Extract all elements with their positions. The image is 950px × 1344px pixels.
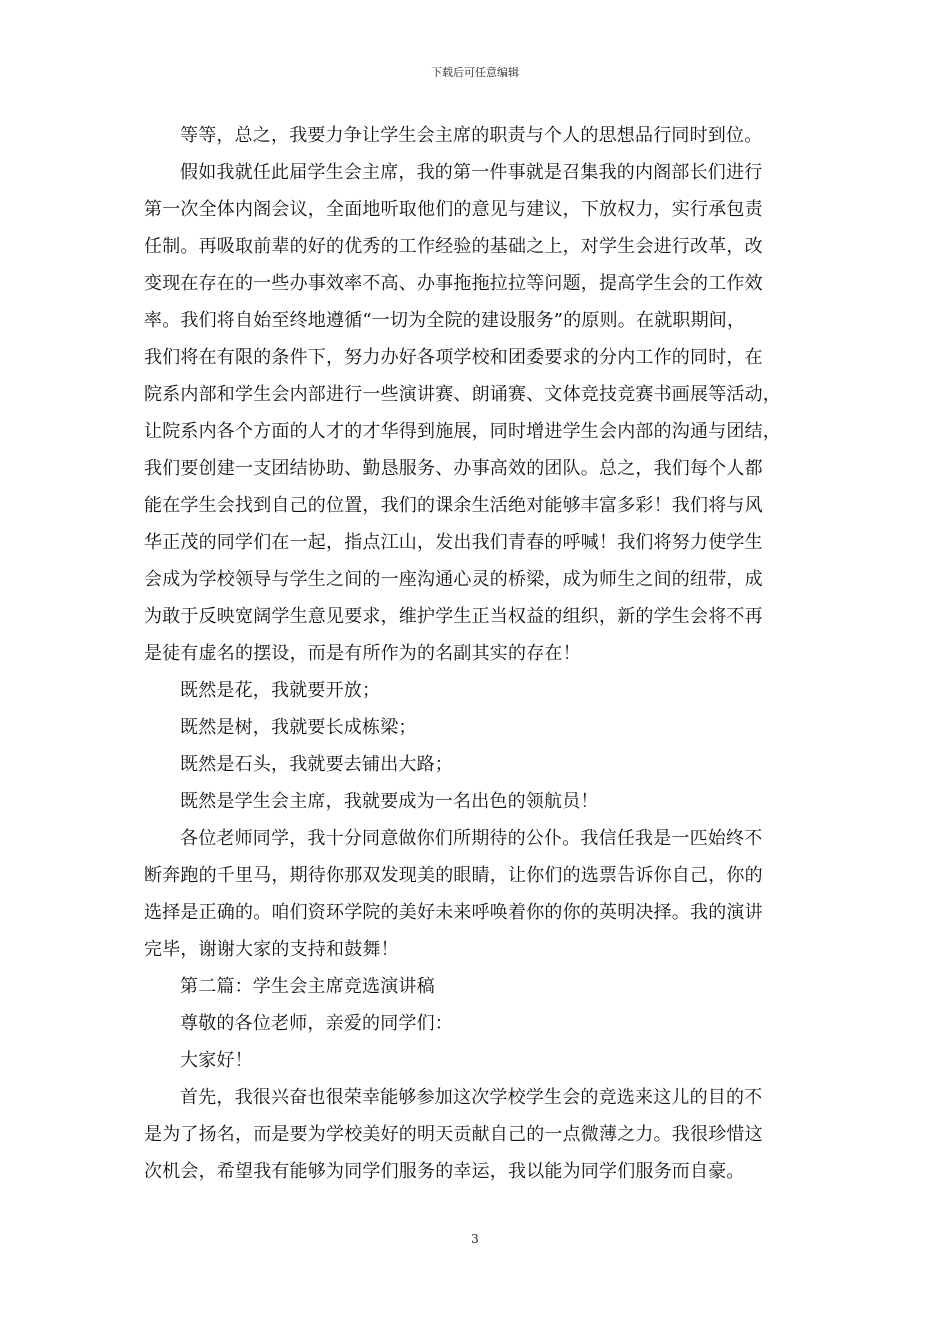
text-line: 假如我就任此届学生会主席，我的第一件事就是召集我的内阁部长们进行	[180, 162, 763, 183]
text-line: 任制。再吸取前辈的好的优秀的工作经验的基础之上，对学生会进行改革，改	[144, 236, 763, 257]
paragraph	[144, 672, 812, 709]
text-line: 大家好！	[180, 1050, 253, 1071]
text-line: 院系内部和学生会内部进行一些演讲赛、朗诵赛、文体竞技竞赛书画展等活动，	[144, 384, 781, 405]
text-line: 首先，我很兴奋也很荣幸能够参加这次学校学生会的竞选来这儿的目的不	[180, 1087, 763, 1108]
text-line: 既然是石头，我就要去铺出大路；	[180, 754, 453, 775]
text-line: 是为了扬名，而是要为学校美好的明天贡献自己的一点微薄之力。我很珍惜这	[144, 1124, 763, 1145]
text-line: 是徒有虚名的摆设，而是有所作为的名副其实的存在！	[144, 643, 581, 664]
text-line: 各位老师同学，我十分同意做你们所期待的公仆。我信任我是一匹始终不	[180, 828, 763, 849]
text-line: 等等，总之，我要力争让学生会主席的职责与个人的思想品行同时到位。	[180, 125, 763, 146]
paragraph	[144, 746, 812, 783]
document-body	[144, 117, 812, 1190]
text-line: 会成为学校领导与学生之间的一座沟通心灵的桥梁，成为师生之间的纽带，成	[144, 569, 763, 590]
text-line: 选择是正确的。咱们资环学院的美好未来呼唤着你的你的英明决择。我的演讲	[144, 902, 763, 923]
paragraph	[144, 783, 812, 820]
text-line: 我们将在有限的条件下，努力办好各项学校和团委要求的分内工作的同时，在	[144, 347, 763, 368]
text-line: 第二篇：学生会主席竞选演讲稿	[180, 976, 435, 997]
paragraph	[144, 709, 812, 746]
paragraph	[144, 154, 812, 672]
salutation	[144, 1005, 812, 1042]
text-line: 既然是树，我就要长成栋梁；	[180, 717, 417, 738]
text-line: 次机会，希望我有能够为同学们服务的幸运，我以能为同学们服务而自豪。	[144, 1161, 745, 1182]
text-line: 为敢于反映宽阔学生意见要求，维护学生正当权益的组织，新的学生会将不再	[144, 606, 763, 627]
page-header: 下载后可任意编辑	[431, 66, 519, 79]
text-line: 尊敬的各位老师，亲爱的同学们：	[180, 1013, 453, 1034]
text-line: 我们要创建一支团结协助、勤恳服务、办事高效的团队。总之，我们每个人都	[144, 458, 763, 479]
text-line: 断奔跑的千里马，期待你那双发现美的眼睛，让你们的选票告诉你自己，你的	[144, 865, 763, 886]
text-line: 既然是花，我就要开放；	[180, 680, 381, 701]
paragraph	[144, 820, 812, 968]
text-line: 变现在存在的一些办事效率不高、办事拖拖拉拉等问题，提高学生会的工作效	[144, 273, 763, 294]
text-line: 完毕，谢谢大家的支持和鼓舞！	[144, 939, 399, 960]
text-line: 第一次全体内阁会议，全面地听取他们的意见与建议，下放权力，实行承包责	[144, 199, 763, 220]
text-line: 让院系内各个方面的人才的才华得到施展，同时增进学生会内部的沟通与团结，	[144, 421, 781, 442]
text-line: 率。我们将自始至终地遵循“一切为全院的建设服务”的原则。在就职期间，	[144, 310, 746, 331]
text-line: 能在学生会找到自己的位置，我们的课余生活绝对能够丰富多彩！我们将与风	[144, 495, 763, 516]
paragraph	[144, 117, 812, 154]
section-heading	[144, 968, 812, 1005]
paragraph	[144, 1079, 812, 1190]
text-line: 既然是学生会主席，我就要成为一名出色的领航员！	[180, 791, 599, 812]
greeting	[144, 1042, 812, 1079]
page-number: 3	[471, 1232, 479, 1246]
text-line: 华正茂的同学们在一起，指点江山，发出我们青春的呼喊！我们将努力使学生	[144, 532, 763, 553]
